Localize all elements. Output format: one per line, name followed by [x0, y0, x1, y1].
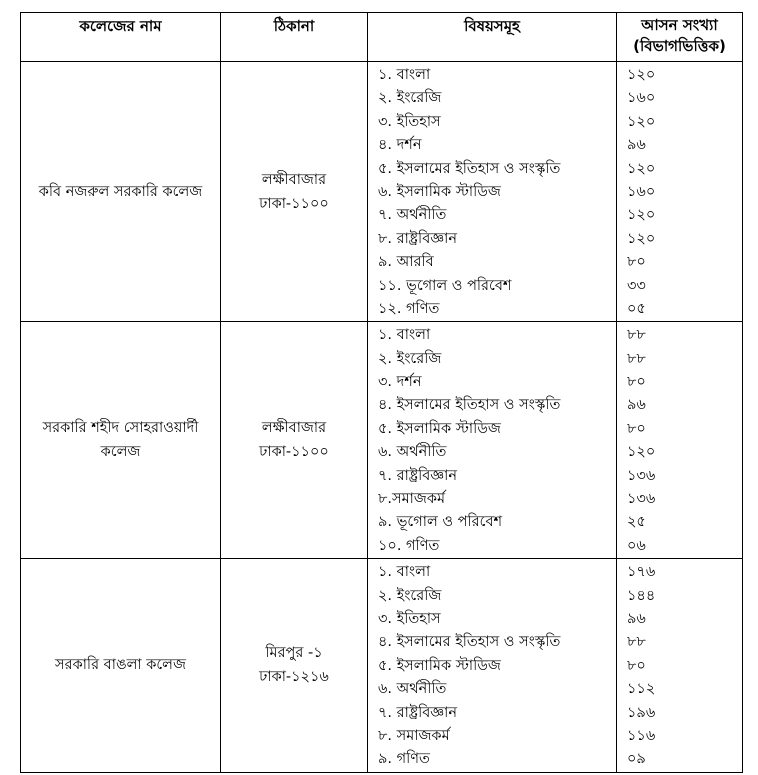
seat-count: ৮৮	[627, 350, 646, 367]
subject-item: ৬. ইসলামিক স্টাডিজ	[378, 183, 501, 200]
seat-count: ৮৮	[627, 634, 646, 651]
seat-count: ১৭৬	[627, 564, 656, 581]
seat-list	[617, 62, 743, 322]
seat-count: ১২০	[627, 67, 656, 83]
seat-count: ৩৩	[627, 277, 646, 294]
subject-item: ২. ইংরেজি	[378, 587, 442, 604]
subject-item: ২. ইংরেজি	[378, 90, 442, 107]
college-address-cell	[221, 322, 368, 559]
seat-count: ৯৬	[627, 610, 646, 627]
header-address: ঠিকানা	[221, 13, 368, 62]
subject-item: ১১. ভূগোল ও পরিবেশ	[378, 277, 512, 294]
subject-item: ১. বাংলা	[378, 564, 431, 581]
college-name-cell	[21, 322, 221, 559]
subject-item: ৯. ভূগোল ও পরিবেশ	[378, 514, 503, 531]
seat-count: ০৬	[627, 537, 646, 554]
subject-item: ৪. ইসলামের ইতিহাস ও সংস্কৃতি	[378, 634, 561, 651]
seat-count: ৮০	[627, 657, 646, 674]
seat-count: ১৬০	[627, 183, 656, 200]
subject-item: ২. ইংরেজি	[378, 350, 442, 367]
subject-item: ৬. অর্থনীতি	[378, 444, 447, 461]
subject-item: ৭. অর্থনীতি	[378, 207, 447, 224]
header-seat-count-line1: আসন সংখ্যা	[641, 16, 718, 34]
seat-count: ১২০	[627, 207, 656, 224]
subject-item: ৪. দর্শন	[378, 137, 422, 154]
subject-item: ৬. অর্থনীতি	[378, 681, 447, 698]
seat-count: ১২০	[627, 230, 656, 247]
subject-item: ৩. ইতিহাস	[378, 113, 441, 130]
seat-count: ২৫	[627, 514, 646, 531]
college-name-cell	[21, 62, 221, 322]
college-address-cell	[221, 62, 368, 322]
seat-count: ১৯৬	[627, 704, 656, 721]
seat-count: ১৪৪	[627, 587, 656, 604]
seat-count: ১১৬	[627, 727, 656, 744]
subject-item: ৪. ইসলামের ইতিহাস ও সংস্কৃতি	[378, 397, 561, 414]
subject-item: ৫. ইসলামিক স্টাডিজ	[378, 420, 501, 437]
address-line1: লক্ষীবাজার	[261, 171, 327, 188]
header-college-name: কলেজের নাম	[21, 13, 221, 62]
seat-list	[617, 559, 743, 773]
seat-count: ১২০	[627, 113, 656, 130]
subject-item: ৮. সমাজকর্ম	[378, 727, 450, 744]
subject-item: ১০. গণিত	[378, 537, 440, 554]
seat-count: ০৫	[627, 300, 646, 317]
college-name: সরকারি বাঙলা কলেজ	[55, 657, 186, 674]
seat-count: ৯৬	[627, 137, 646, 154]
seat-count: ১৩৬	[627, 491, 656, 508]
seat-count: ১৩৬	[627, 467, 656, 484]
address-line1: মিরপুর -১	[265, 645, 323, 662]
subject-item: ৫. ইসলামিক স্টাডিজ	[378, 657, 501, 674]
seat-count: ১২০	[627, 160, 656, 177]
subject-list	[368, 559, 617, 773]
subject-item: ৮. রাষ্ট্রবিজ্ঞান	[378, 230, 458, 247]
seat-count: ১১২	[627, 681, 656, 698]
seat-count: ৮০	[627, 254, 646, 271]
subject-item: ৩. ইতিহাস	[378, 610, 441, 627]
college-name-line2: কলেজ	[100, 444, 141, 461]
seat-count: ৮০	[627, 374, 646, 391]
seat-allocation-table	[20, 12, 743, 773]
college-address-cell	[221, 559, 368, 773]
subject-item: ৩. দর্শন	[378, 374, 422, 391]
table-row	[21, 322, 743, 559]
address-line2: ঢাকা-১২১৬	[259, 669, 329, 686]
seat-count: ১২০	[627, 444, 656, 461]
subject-item: ৯. গণিত	[378, 751, 430, 768]
subject-item: ১. বাংলা	[378, 327, 431, 344]
subject-item: ৯. আরবি	[378, 254, 434, 271]
header-seat-count-line2: (বিভাগভিত্তিক)	[633, 37, 726, 55]
seat-count: ৮০	[627, 420, 646, 437]
college-name: কবি নজরুল সরকারি কলেজ	[38, 183, 203, 200]
address-line2: ঢাকা-১১০০	[259, 444, 329, 461]
header-subjects: বিষয়সমূহ	[368, 13, 617, 62]
college-name-cell	[21, 559, 221, 773]
address-line2: ঢাকা-১১০০	[259, 195, 329, 212]
header-seat-count	[617, 13, 743, 62]
subject-item: ১২. গণিত	[378, 300, 440, 317]
subject-list	[368, 62, 617, 322]
seat-count: ৮৮	[627, 327, 646, 344]
table-header-row	[21, 13, 743, 62]
college-name-line1: সরকারি শহীদ সোহরাওয়ার্দী	[42, 420, 199, 437]
subject-item: ৫. ইসলামের ইতিহাস ও সংস্কৃতি	[378, 160, 561, 177]
subject-item: ৭. রাষ্ট্রবিজ্ঞান	[378, 467, 458, 484]
seat-count: ০৯	[627, 751, 646, 768]
subject-item: ১. বাংলা	[378, 67, 431, 83]
seat-count: ১৬০	[627, 90, 656, 107]
seat-list	[617, 322, 743, 559]
address-line1: লক্ষীবাজার	[261, 420, 327, 437]
table-row	[21, 62, 743, 322]
subject-item: ৭. রাষ্ট্রবিজ্ঞান	[378, 704, 458, 721]
subject-item: ৮.সমাজকর্ম	[378, 491, 446, 508]
seat-count: ৯৬	[627, 397, 646, 414]
table-row	[21, 559, 743, 773]
subject-list	[368, 322, 617, 559]
